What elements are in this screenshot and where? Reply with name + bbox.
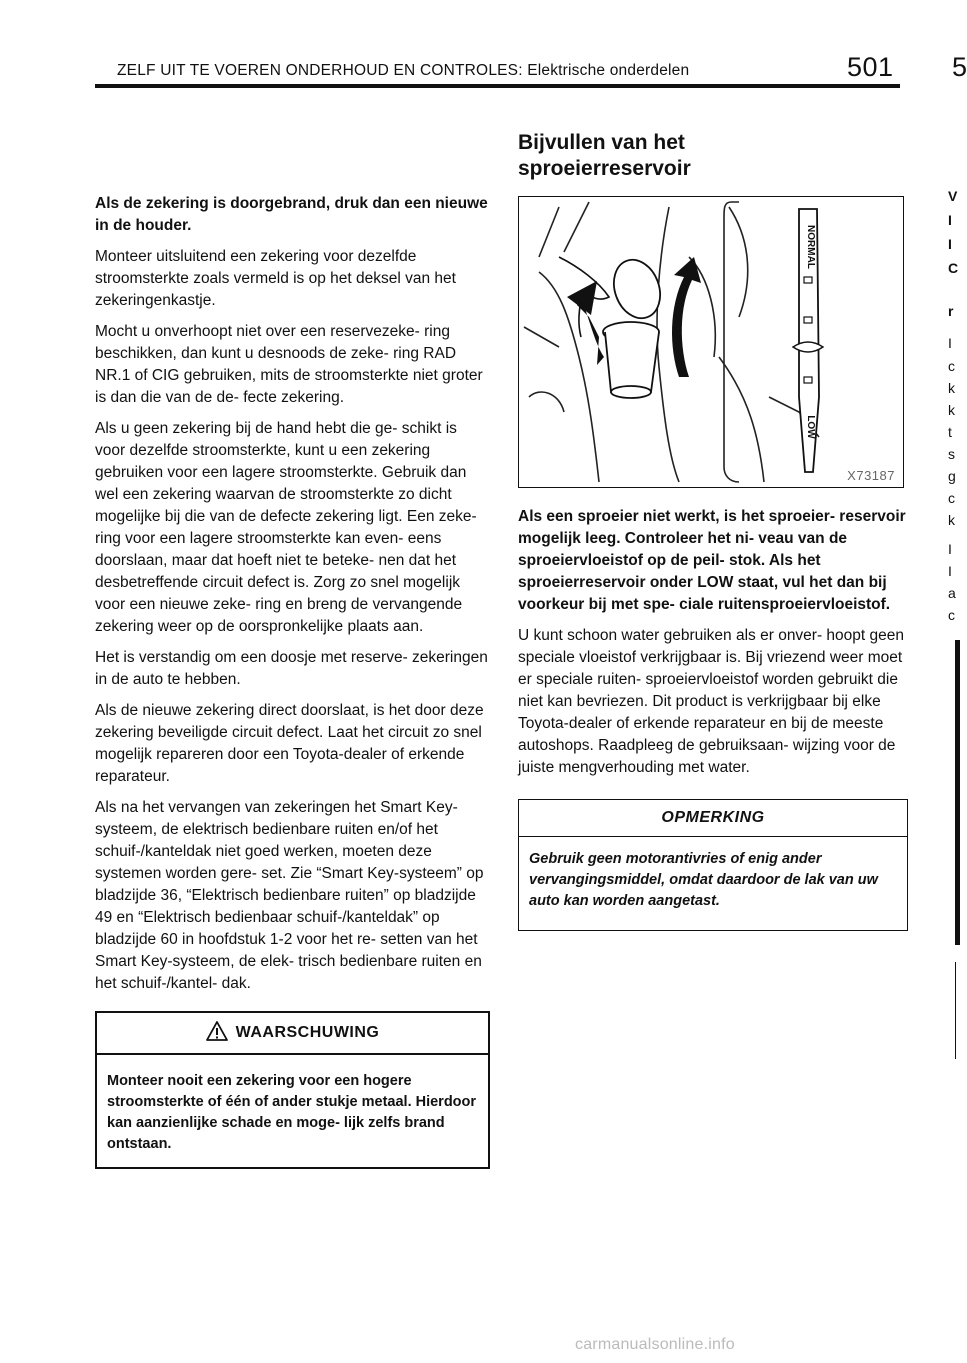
watermark: carmanualsonline.info (575, 1336, 735, 1353)
paragraph: Het is verstandig om een doosje met reserve- zekeringen in de auto te hebben. (95, 649, 488, 688)
washer-reservoir-illustration (519, 197, 903, 487)
warning-title: WAARSCHUWING (235, 1024, 380, 1041)
edge-letter: k (948, 512, 955, 528)
edge-letter: c (948, 490, 955, 506)
paragraph: Als na het vervangen van zekeringen het Smart Key-systeem, de elektrisch bedienbare ruiten en/of het schuif-/kanteldak niet goed werken, moeten deze systemen worden gere- set. Zie “Smart Key-systeem” op bladzijde 36, “Elektrisch bedienbare ruiten” op bladzijde 49 en “Elektrisch bedienbaar schuif-/kanteldak” op bladzijde 60 in hoofdstuk 1-2 voor het re- setten van het Smart Key-systeem, de elek- trisch bedienbare ruiten en het schuif-/kantel- dak. (95, 799, 484, 992)
edge-letter: t (948, 424, 952, 440)
paragraph: Als u geen zekering bij de hand hebt die ge- schikt is voor dezelfde stroomsterkte, kunt u een zekering gebruiken voor een lagere stroomsterkte. Gebruik dan wel een zekering waarvan de stroomsterkte zo dicht mogelijke bij die van de defecte zekering ligt. Een zeke- ring voor een lagere stroomsterkte kan even- eens doorslaan, maar dat hoeft niet te beteke- nen dat het desbetreffende circuit defect is. Zorg zo snel mogelijk voor een nieuwe zeke- ring en breng de vervangende zekering weer op de oorspronkelijke plaats aan. (95, 420, 477, 635)
edge-letter: I (948, 236, 952, 252)
edge-letter: I (948, 541, 952, 557)
edge-rule (955, 962, 956, 1059)
figure-code: X73187 (847, 468, 895, 483)
note-text: Gebruik geen motorantivries of enig ander vervangingsmiddel, omdat daardoor de lak van uw auto kan worden aangetast. (529, 851, 878, 909)
page-header (95, 52, 900, 90)
header-rule (95, 84, 900, 88)
edge-box-border (955, 640, 960, 945)
washer-intro: Als een sproeier niet werkt, is het sproeier- reservoir mogelijk leeg. Controleer het ni- veau van de sproeiervloeistof op de peil- stok. Als het sproeierreservoir onder LOW staat, vul het dan bij voorkeur bij met spe- ciale ruitensproeiervloeistof. (518, 508, 906, 613)
warning-box (95, 1011, 490, 1169)
dipstick-label-normal: NORMAL (805, 225, 816, 269)
edge-letter: g (948, 468, 956, 484)
paragraph: Mocht u onverhoopt niet over een reservezeke- ring beschikken, dan kunt u desnoods de zeke- ring RAD NR.1 of CIG gebruiken, mits de stroomsterkte niet groter is dan die van de de- fecte zekering. (95, 323, 483, 406)
warning-header (97, 1013, 488, 1055)
left-column (95, 193, 490, 1169)
edge-letter: a (948, 585, 956, 601)
note-header: OPMERKING (519, 800, 907, 837)
right-column (518, 130, 908, 931)
edge-letter: C (948, 260, 959, 276)
edge-letter: c (948, 358, 955, 374)
edge-letter: I (948, 563, 952, 579)
edge-letter: c (948, 607, 955, 623)
edge-letter: k (948, 402, 955, 418)
section-heading: Bijvullen van het sproeierreservoir (518, 131, 691, 180)
paragraph: Als de nieuwe zekering direct doorslaat, is het door deze zekering beveiligde circuit defect. Laat het circuit zo snel mogelijk repareren door een Toyota-dealer of erkende reparateur. (95, 702, 484, 785)
edge-letter: I (948, 335, 952, 351)
header-title: ZELF UIT TE VOEREN ONDERHOUD EN CONTROLES: Elektrische onderdelen (117, 62, 690, 79)
edge-letter: V (948, 188, 958, 204)
edge-letter: k (948, 380, 955, 396)
next-page-fragment: 5 (952, 52, 967, 82)
paragraph: Monteer uitsluitend een zekering voor dezelfde stroomsterkte zoals vermeld is op het deksel van het zekeringenkastje. (95, 248, 456, 309)
warning-text: Monteer nooit een zekering voor een hogere stroomsterkte of één of ander stukje metaal. Hierdoor kan aanzienlijke schade en moge- lijk zelfs brand ontstaan. (107, 1073, 477, 1152)
edge-letter: s (948, 446, 955, 462)
dipstick-label-low: LOW (805, 415, 816, 439)
note-box (518, 799, 908, 931)
edge-letter: r (948, 303, 954, 319)
page-number: 501 (847, 52, 894, 82)
warning-triangle-icon (206, 1021, 228, 1046)
washer-reservoir-figure (518, 196, 904, 488)
edge-letter: I (948, 212, 952, 228)
fuse-intro: Als de zekering is doorgebrand, druk dan een nieuwe in de houder. (95, 195, 488, 234)
paragraph: U kunt schoon water gebruiken als er onver- hoopt geen speciale vloeistof verkrijgbaar is. Bij vriezend weer moet er speciale ruiten- sproeiervloeistof worden gebruikt die niet kan bevriezen. Dit product is verkrijgbaar bij elke Toyota-dealer of erkende reparateur en bij de meeste autoshops. Raadpleeg de gebruiksaan- wijzing voor de juiste mengverhouding met water. (518, 627, 905, 776)
